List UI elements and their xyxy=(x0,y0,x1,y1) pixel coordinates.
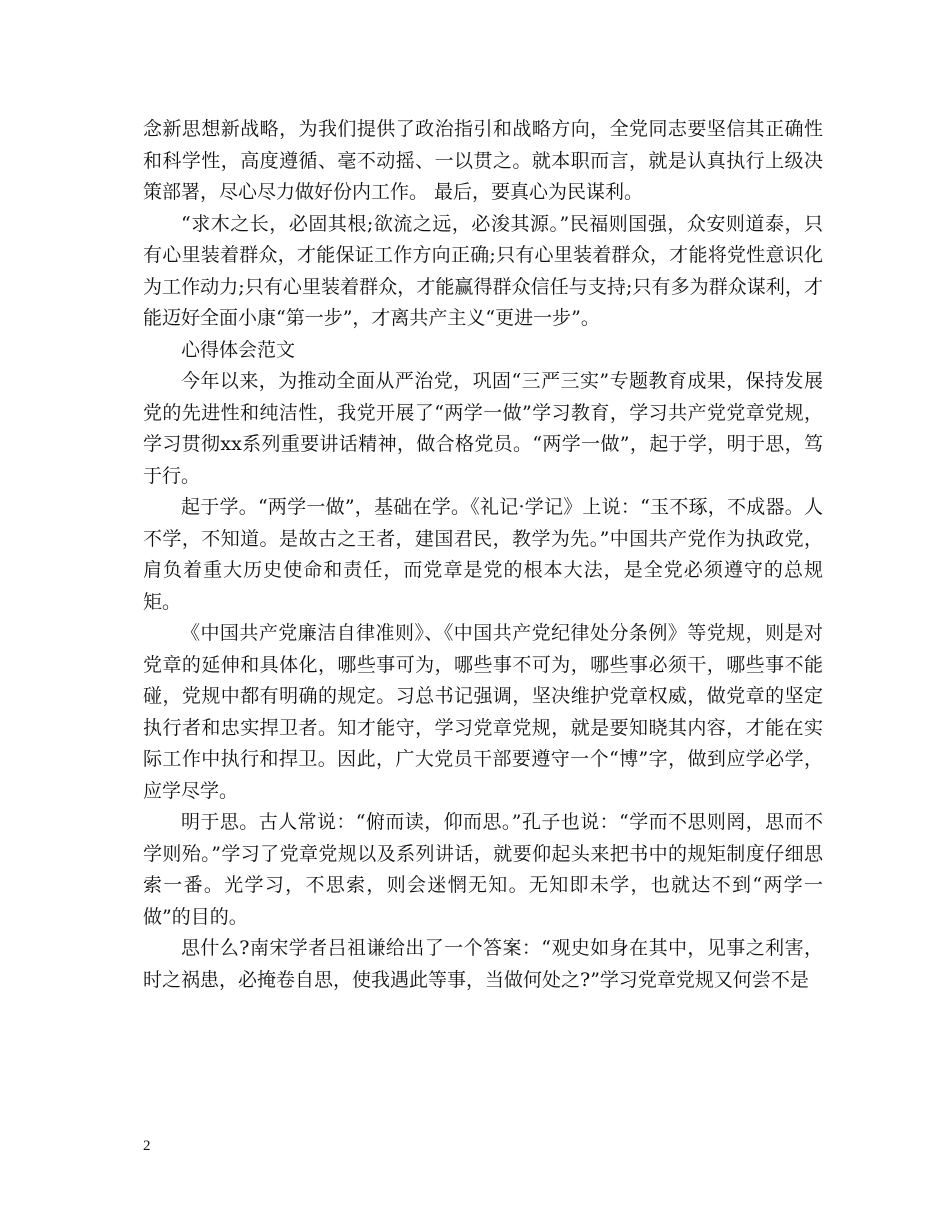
page-number: 2 xyxy=(143,1138,151,1154)
paragraph-7: 思什么?南宋学者吕祖谦给出了一个答案：“观史如身在其中，见事之利害，时之祸患，必掩卷自思，使我遇此等事，当做何处之?”学习党章党规又何尝不是 xyxy=(143,937,823,991)
paragraph-2: “求木之长，必固其根;欲流之远，必浚其源。”民福则国强，众安则道泰，只有心里装着群众，才能保证工作方向正确;只有心里装着群众，才能将党性意识化为工作动力;只有心里装着群众，才能赢得群众信任与支持;只有多为群众谋利，才能迈好全面小康“第一步”，才离共产主义“更进一步”。 xyxy=(143,212,823,329)
document-body xyxy=(143,114,823,996)
section-heading: 心得体会范文 xyxy=(181,338,296,361)
paragraph-1: 念新思想新战略，为我们提供了政治指引和战略方向，全党同志要坚信其正确性和科学性，高度遵循、毫不动摇、一以贯之。就本职而言，就是认真执行上级决策部署，尽心尽力做好份内工作。 最后，要真心为民谋利。 xyxy=(143,118,823,203)
paragraph-5: 《中国共产党廉洁自律准则》、《中国共产党纪律处分条例》等党规，则是对党章的延伸和具体化，哪些事可为，哪些事不可为，哪些事必须干，哪些事不能碰，党规中都有明确的规定。习总书记强调，坚决维护党章权威，做党章的坚定执行者和忠实捍卫者。知才能守，学习党章党规，就是要知晓其内容，才能在实际工作中执行和捍卫。因此，广大党员干部要遵守一个“博”字，做到应学必学，应学尽学。 xyxy=(143,622,823,802)
paragraph-6: 明于思。古人常说：“俯而读，仰而思。”孔子也说：“学而不思则罔，思而不学则殆。”学习了党章党规以及系列讲话，就要仰起头来把书中的规矩制度仔细思索一番。光学习，不思索，则会迷惘无知。无知即未学，也就达不到“两学一做”的目的。 xyxy=(143,811,823,928)
paragraph-3: 今年以来，为推动全面从严治党，巩固“三严三实”专题教育成果，保持发展党的先进性和纯洁性，我党开展了“两学一做”学习教育，学习共产党党章党规，学习贯彻xx系列重要讲话精神，做合格党员。“两学一做”，起于学，明于思，笃于行。 xyxy=(143,370,823,487)
paragraph-4: 起于学。“两学一做”，基础在学。《礼记·学记》上说：“玉不琢，不成器。人不学，不知道。是故古之王者，建国君民，教学为先。”中国共产党作为执政党，肩负着重大历史使命和责任，而党章是党的根本大法，是全党必须遵守的总规矩。 xyxy=(143,496,823,613)
